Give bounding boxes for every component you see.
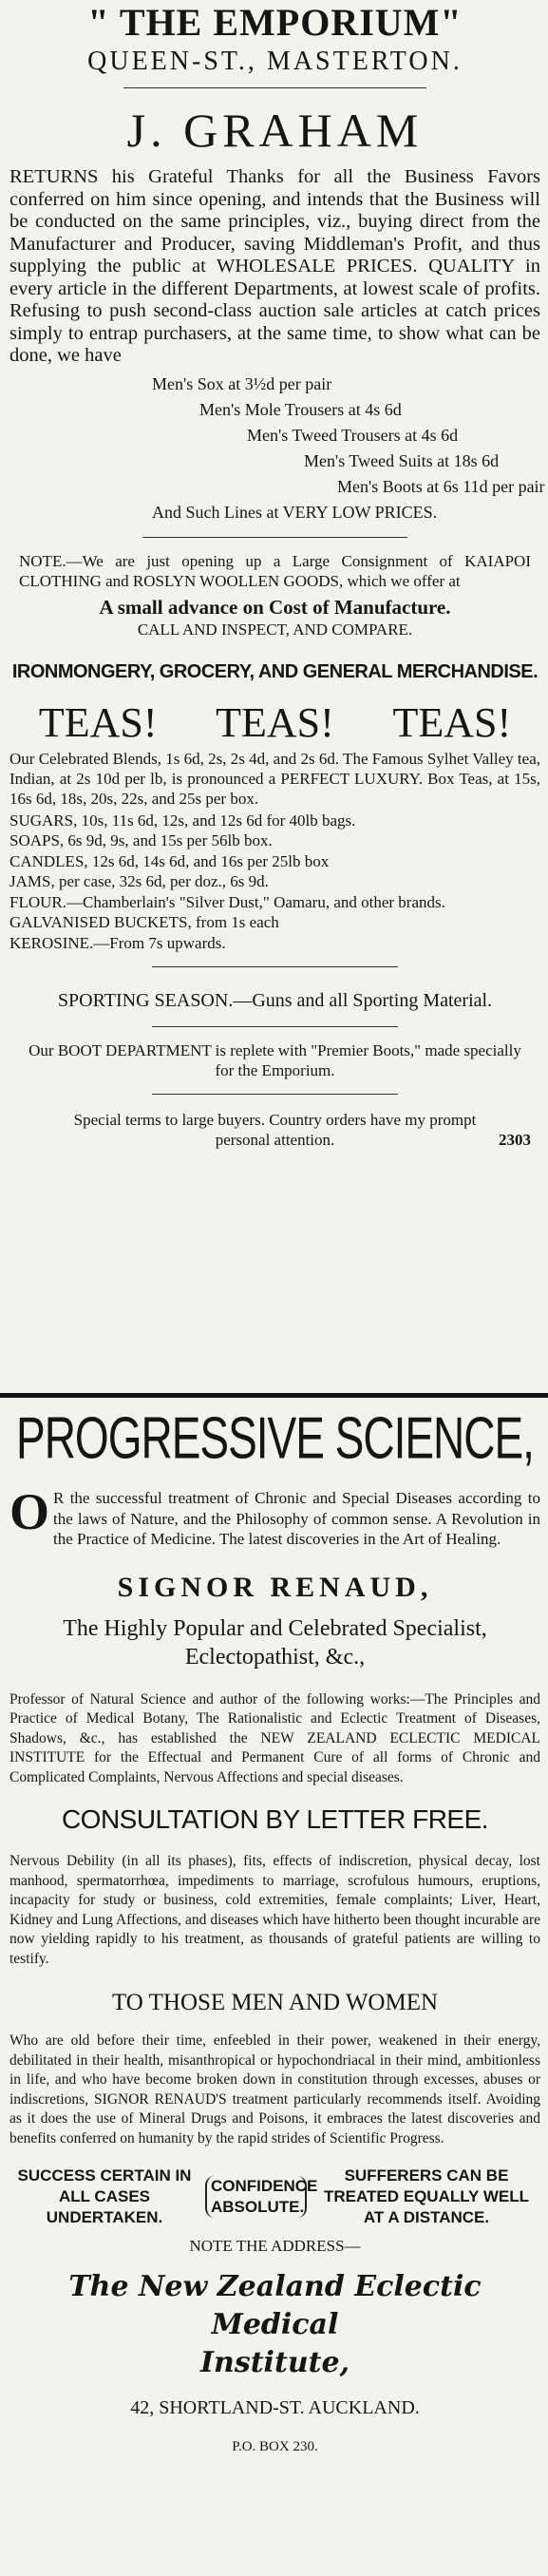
subtitle: The Highly Popular and Celebrated Specialist, bbox=[63, 1615, 487, 1641]
emporium-intro: RETURNS his Grateful Thanks for all the Business Favors conferred on him since opening, and intends that the Business will be conducted on the same principles, viz., buying direct from the Manufacturer and Producer, saving Middleman's Profit, and thus supplying the public at WHOLESALE PRICES. QUALITY in every article in the different Departments, at lowest scale of profits. Refusing to push second-class auction sale articles at catch prices simply to entrap purchasers, at the same time, to show what can be done, we have bbox=[9, 166, 540, 366]
price-line: And Such Lines at VERY LOW PRICES. bbox=[152, 502, 438, 522]
teas-word: TEAS! bbox=[38, 698, 158, 746]
small-advance: A small advance on Cost of Manufacture. bbox=[99, 595, 451, 619]
goods-line: CANDLES, 12s 6d, 14s 6d, and 16s per 25lb box bbox=[9, 851, 330, 870]
sporting-season: SPORTING SEASON.—Guns and all Sporting Material. bbox=[57, 990, 493, 1011]
street-address: 42, SHORTLAND-ST. AUCKLAND. bbox=[130, 2397, 420, 2418]
institute-name: The New Zealand Eclectic Medical bbox=[68, 2270, 482, 2341]
price-line: Men's Tweed Suits at 18s 6d bbox=[304, 450, 500, 470]
departments-heading: IRONMONGERY, GROCERY, AND GENERAL MERCHANDISE. bbox=[11, 660, 539, 682]
ad-number: 2303 bbox=[499, 1131, 531, 1149]
teas-word: TEAS! bbox=[392, 698, 512, 746]
rule bbox=[152, 1094, 398, 1095]
confidence-absolute: CONFIDENCE ABSOLUTE. bbox=[205, 2176, 307, 2218]
rule bbox=[123, 87, 426, 88]
professor-text: Professor of Natural Science and author of the following works:—The Principles and Practice of Medical Botany, The Rationalistic and Eclectic Treatment of Diseases, Shadows, &c., has established the NEW ZEALAND ECLECTIC MEDICAL INSTITUTE for the Effectual and Permanent Cure of all forms of Chronic and Complicated Complaints, Nervous Affections and special diseases. bbox=[9, 1690, 540, 1785]
goods-line: JAMS, per case, 32s 6d, per doz., 6s 9d. bbox=[9, 872, 269, 890]
subtitle: Eclectopathist, &c., bbox=[184, 1644, 366, 1670]
rule bbox=[152, 966, 398, 967]
goods-line: SUGARS, 10s, 11s 6d, 12s, and 12s 6d for 40lb bags. bbox=[9, 811, 356, 830]
goods-line: SOAPS, 6s 9d, 9s, and 15s per 56lb box. bbox=[9, 831, 273, 849]
note-consignment: NOTE.—We are just opening up a Large Consignment of KAIAPOI CLOTHING and ROSLYN WOOLLEN GOODS, which we offer at bbox=[19, 551, 531, 590]
price-line: Men's Sox at 3½d per pair bbox=[152, 373, 332, 393]
success-certain: SUCCESS CERTAIN IN ALL CASES UNDERTAKEN. bbox=[17, 2166, 192, 2226]
renaud-advertisement bbox=[0, 1399, 548, 2576]
note-address: NOTE THE ADDRESS— bbox=[189, 2237, 361, 2255]
nervous-text: Nervous Debility (in all its phases), fits, effects of indiscretion, physical decay, lost manhood, spermatorrhœa, impediments to marriage, scrofulous humours, eruptions, incapacity for study or business, cold extremities, female complaints; Liver, Heart, Kidney and Lung Affections, and diseases which have hitherto been thought incurable are now yielding rapidly to his treatment, as thousands of grateful patients are willing to testify. bbox=[9, 1853, 540, 1967]
intro-text: R the successful treatment of Chronic and Special Diseases according to the laws of Nature, and the Philosophy of common sense. A Revolution in the Practice of Medicine. The latest discoveries in the Art of Healing. bbox=[53, 1489, 540, 1548]
specialist-name: SIGNOR RENAUD, bbox=[117, 1571, 433, 1603]
rule bbox=[142, 537, 407, 538]
emporium-address: QUEEN-ST., MASTERTON. bbox=[87, 47, 463, 76]
drop-cap: O bbox=[9, 1483, 50, 1540]
institute-name: Institute, bbox=[199, 2346, 350, 2379]
emporium-title: " THE EMPORIUM" bbox=[87, 1, 463, 44]
price-line: Men's Mole Trousers at 4s 6d bbox=[199, 399, 402, 419]
rule bbox=[152, 1026, 398, 1027]
men-women-heading: TO THOSE MEN AND WOMEN bbox=[111, 1990, 439, 2015]
boot-department: Our BOOT DEPARTMENT is replete with "Premier Boots," made specially for the Emporium. bbox=[28, 1041, 521, 1079]
po-box: P.O. BOX 230. bbox=[232, 2439, 318, 2454]
goods-line: FLOUR.—Chamberlain's "Silver Dust," Oamaru, and other brands. bbox=[9, 892, 445, 911]
goods-line: KEROSINE.—From 7s upwards. bbox=[9, 933, 226, 952]
price-list bbox=[9, 372, 545, 525]
sufferers-treated: SUFFERERS CAN BE TREATED EQUALLY WELL AT A DISTANCE. bbox=[324, 2166, 529, 2226]
price-line: Men's Tweed Trousers at 4s 6d bbox=[247, 425, 459, 445]
price-line: Men's Boots at 6s 11d per pair bbox=[337, 476, 545, 496]
consultation-heading: CONSULTATION BY LETTER FREE. bbox=[61, 1804, 489, 1834]
goods-line: GALVANISED BUCKETS, from 1s each bbox=[9, 913, 279, 931]
who-text: Who are old before their time, enfeebled in their power, weakened in their energy, debilitated in their health, misanthropical or hypochondriacal in their mind, ambitionless in life, and who have become broken down in constitution through excesses, abuses or indiscretions, SIGNOR RENAUD'S treatment particularly recommends itself. Avoiding as it does the use of Mineral Drugs and Poisons, it embraces the latest discoveries and benefits conferred on humanity by the rapid strides of Scientific Progress. bbox=[9, 2032, 540, 2147]
teas-word: TEAS! bbox=[216, 698, 334, 746]
goods-list bbox=[9, 811, 540, 954]
proprietor-name: J. GRAHAM bbox=[126, 104, 424, 157]
teas-heading bbox=[9, 697, 540, 749]
teas-text: Our Celebrated Blends, 1s 6d, 2s, 2s 4d, and 2s 6d. The Famous Sylhet Valley tea, Indian, at 2s 10d per lb, is pronounced a PERFECT LUXURY. Box Teas, at 15s, 16s 6d, 18s, 20s, 22s, and 25s per box. bbox=[9, 749, 540, 808]
intro-block bbox=[9, 1483, 540, 1550]
call-inspect: CALL AND INSPECT, AND COMPARE. bbox=[137, 620, 413, 639]
guarantee-row bbox=[9, 2166, 540, 2228]
special-terms: Special terms to large buyers. Country orders have my prompt personal attention. bbox=[73, 1111, 477, 1149]
headline: PROGRESSIVE SCIENCE, bbox=[16, 1403, 534, 1472]
